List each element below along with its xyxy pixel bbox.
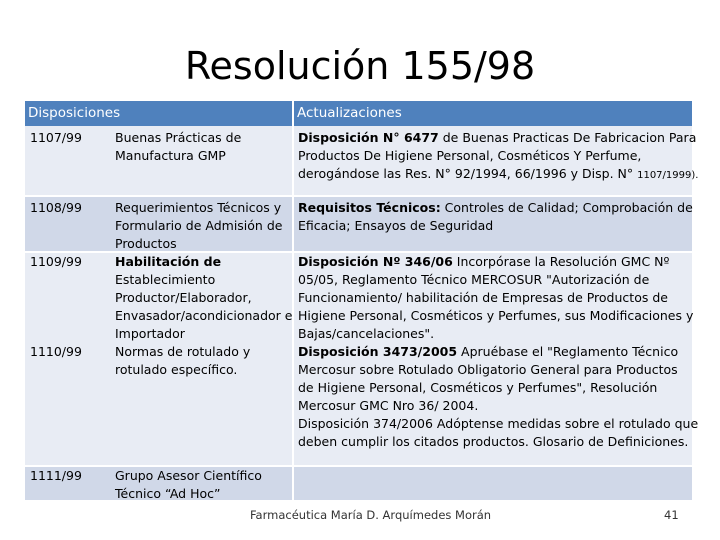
row-description: Requerimientos Técnicos y Formulario de Admisión de Productos [115, 200, 283, 251]
row-update: Disposición Nº 346/06 Incorpórase la Resolución GMC Nº 05/05, Reglamento Técnico MERCOSUR "Autorización de Funcionamiento/ habilitación de Empresas de Productos de Higiene Personal, Cosméticos y Perfumes, sus Modificaciones y Bajas/cancelaciones". [298, 254, 694, 341]
page-number: 41 [664, 508, 679, 522]
row-code: 1109/99 [30, 254, 82, 269]
row-divider [25, 195, 692, 197]
row-description: Grupo Asesor Científico Técnico “Ad Hoc” [115, 468, 262, 501]
row-description: Habilitación de Establecimiento Productor/Elaborador, Envasador/acondicionador e Importador [115, 254, 293, 341]
row-code: 1111/99 [30, 468, 82, 483]
row-code: 1107/99 [30, 130, 82, 145]
row-update: Disposición 3473/2005 Apruébase el "Reglamento Técnico Mercosur sobre Rotulado Obligatorio General para Productos de Higiene Personal, Cosméticos y Perfumes", Resolución Mercosur GMC Nro 36/ 2004. Disposición 374/2006 Adóptense medidas sobre el rotulado que deben cumplir los citados productos. Glosario de Definiciones. [298, 344, 699, 449]
row-description: Buenas Prácticas de Manufactura GMP [115, 130, 242, 163]
row-code: 1110/99 [30, 344, 82, 359]
header-actualizaciones: Actualizaciones [294, 101, 692, 126]
row-description: Normas de rotulado y rotulado específico. [115, 344, 251, 377]
row-update: Requisitos Técnicos: Controles de Calidad; Comprobación de Eficacia; Ensayos de Seguridad [298, 200, 693, 233]
page-title: Resolución 155/98 [184, 44, 536, 88]
header-disposiciones: Disposiciones [25, 101, 292, 126]
footer-author: Farmacéutica María D. Arquímedes Morán [250, 508, 492, 522]
row-update: Disposición N° 6477 de Buenas Practicas De Fabricacion Para Productos De Higiene Personal, Cosméticos Y Perfume, derogándose las Res. N° 92/1994, 66/1996 y Disp. N° 1107/1999). [298, 130, 699, 181]
row-code: 1108/99 [30, 200, 82, 215]
